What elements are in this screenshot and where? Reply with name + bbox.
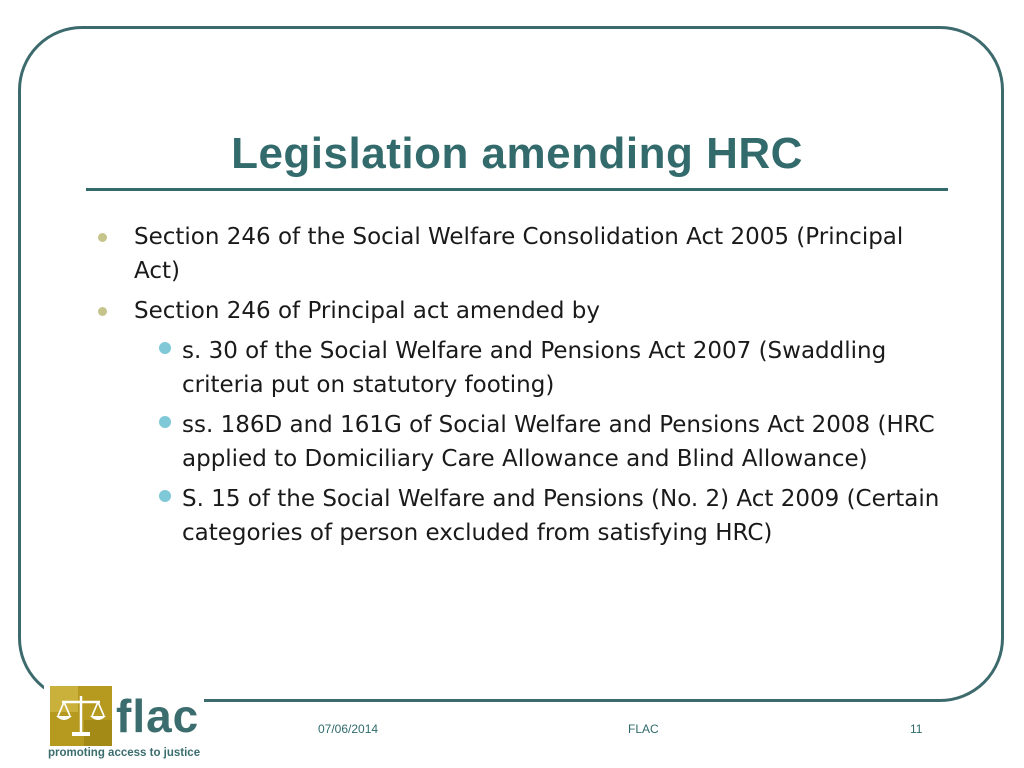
flac-logo [44, 686, 204, 764]
bullet-dot-icon [98, 307, 107, 316]
sub-bullet-dot-icon [159, 490, 171, 502]
sub-bullet-item [172, 334, 948, 402]
bullet-list [98, 220, 948, 556]
sub-bullet-item [172, 408, 948, 476]
logo-wordmark: flac [116, 690, 200, 742]
sub-bullet-text: ss. 186D and 161G of Social Welfare and Pensions Act 2008 (HRC applied to Domiciliary Care Allowance and Blind Allowance) [182, 412, 935, 472]
sub-bullet-dot-icon [159, 342, 171, 354]
bullet-text: Section 246 of the Social Welfare Consolidation Act 2005 (Principal Act) [134, 224, 904, 284]
bullet-item [98, 294, 948, 328]
sub-bullet-item [172, 482, 948, 550]
scales-of-justice-icon [50, 686, 112, 746]
slide-title: Legislation amending HRC [231, 129, 803, 178]
bullet-item [98, 220, 948, 288]
logo-tagline: promoting access to justice [48, 747, 201, 759]
sub-bullet-text: s. 30 of the Social Welfare and Pensions Act 2007 (Swaddling criteria put on statutory footing) [182, 338, 887, 398]
title-underline [86, 188, 948, 191]
footer-date: 07/06/2014 [318, 722, 379, 736]
sub-bullet-dot-icon [159, 416, 171, 428]
slide-number: 11 [910, 722, 923, 736]
bullet-text: Section 246 of Principal act amended by [134, 298, 600, 324]
bullet-dot-icon [98, 233, 107, 242]
footer-organisation: FLAC [628, 722, 659, 736]
sub-bullet-text: S. 15 of the Social Welfare and Pensions (No. 2) Act 2009 (Certain categories of person excluded from satisfying HRC) [182, 486, 940, 546]
